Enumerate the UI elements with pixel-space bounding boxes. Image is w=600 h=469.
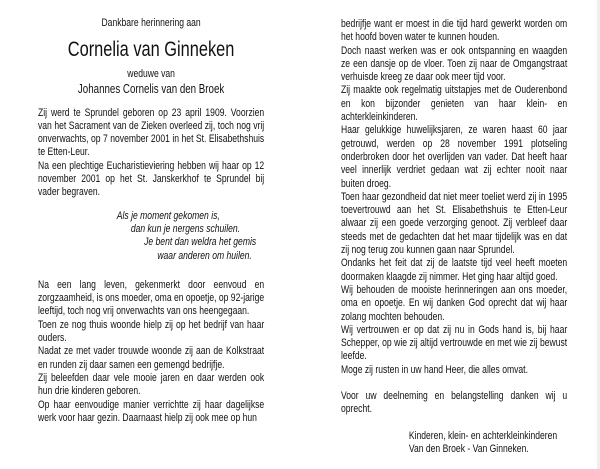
life-paragraph: Zij beleefden daar vele mooie jaren en daar werden ook hun drie kinderen geboren.: [38, 371, 265, 398]
life-paragraph: Ondanks het feit dat zij de laatste tijd veel heeft moeten doormaken klaagde zij nimmer. Het ging haar altijd goed.: [341, 257, 568, 283]
deceased-name: Cornelia van Ginneken: [67, 38, 235, 62]
poem-line: waar anderen om huilen.: [157, 249, 252, 262]
poem-line: Je bent dan weldra het gemis: [144, 236, 257, 249]
life-paragraph: Op haar eenvoudige manier verrichtte zij haar dagelijkse werk voor haar gezin. Daarnaast hielp zij ook mee op hun: [38, 398, 265, 424]
life-paragraph: Nadat ze met vader trouwde woonde zij aan de Kolkstraat en runden zij daar samen een gemengd bedrijfje.: [38, 345, 265, 371]
poem: [38, 210, 264, 263]
spouse-name: Johannes Cornelis van den Broek: [77, 81, 225, 96]
life-paragraph: Moge zij rusten in uw hand Heer, die alles omvat.: [341, 363, 528, 376]
life-paragraph: Toen ze nog thuis woonde hielp zij op het bedrijf van haar ouders.: [38, 318, 265, 345]
life-paragraph: Haar gelukkige huwelijksjaren, ze waren haast 60 jaar getrouwd, werden op 28 november 1991 plotseling onderbroken door het overlijden van vader. Dat heeft haar veel innerlijk verdriet gedaan wat zij echter nooit naar buiten droeg.: [341, 124, 568, 190]
intro-text: Dankbare herinnering aan: [101, 17, 201, 29]
birth-death-paragraph: Zij werd te Sprundel geboren op 23 april 1909. Voorzien van het Sacrament van de Zieken overleed zij, toch nog vrij onverwachts, op 7 november 2001 in het St. Elisabethshuis te Etten-Leur.: [38, 106, 265, 159]
life-paragraph: Wij behouden de mooiste herinneringen aan ons moeder, oma en opoetje. En wij danken God oprecht dat wij haar zolang mochten behouden.: [341, 283, 568, 323]
life-paragraph: Na een lang leven, gekenmerkt door eenvoud en zorgzaamheid, is ons moeder, oma en opoetje, op 92-jarige leeftijd, toch nog vrij onverwachts van ons heengegaan.: [38, 278, 265, 318]
right-column: [341, 18, 567, 456]
life-paragraph: Wij vertrouwen er op dat zij nu in Gods hand is, bij haar Schepper, op wie zij altijd vertrouwde en met wie zij bewust leefde.: [341, 323, 568, 363]
signature-line: Kinderen, klein- en achterkleinkinderen: [408, 429, 558, 442]
signature-block: [341, 430, 567, 457]
funeral-paragraph: Na een plechtige Eucharistieviering hebben wij haar op 12 november 2001 op het St. Janskerkhof te Sprundel bij vader begraven.: [38, 159, 265, 199]
thanks-text: Voor uw deelneming en belangstelling danken wij u oprecht.: [341, 390, 568, 416]
life-paragraph: bedrijfje want er moest in die tijd hard gewerkt worden om het hoofd boven water te kunnen houden.: [341, 18, 568, 44]
widow-of-label: weduwe van: [127, 68, 175, 81]
life-paragraph: Toen haar gezondheid dat niet meer toeliet werd zij in 1995 toevertrouwd aan het St. Elisabethshuis te Etten-Leur alwaar zij een goede verzorging genoot. Zij verbleef daar steeds met de gedachten dat het maar tijdelijk was en dat zij nog terug zou kunnen gaan naar Sprundel.: [341, 190, 568, 257]
left-column: [38, 17, 264, 425]
life-paragraph: Zij maakte ook regelmatig uitstapjes met de Ouderenbond en kon bijzonder genieten van haar klein- en achterkleinkinderen.: [341, 84, 568, 124]
poem-line: dan kun je nergens schuilen.: [130, 222, 241, 235]
signature-line: Van den Broek - Van Ginneken.: [408, 442, 529, 455]
poem-line: Als je moment gekomen is,: [116, 209, 220, 222]
life-paragraph: Doch naast werken was er ook ontspanning en waagden ze een dansje op de vloer. Toen zij naar de Omgangstraat verhuisde kreeg ze daar ook meer tijd voor.: [341, 44, 568, 84]
